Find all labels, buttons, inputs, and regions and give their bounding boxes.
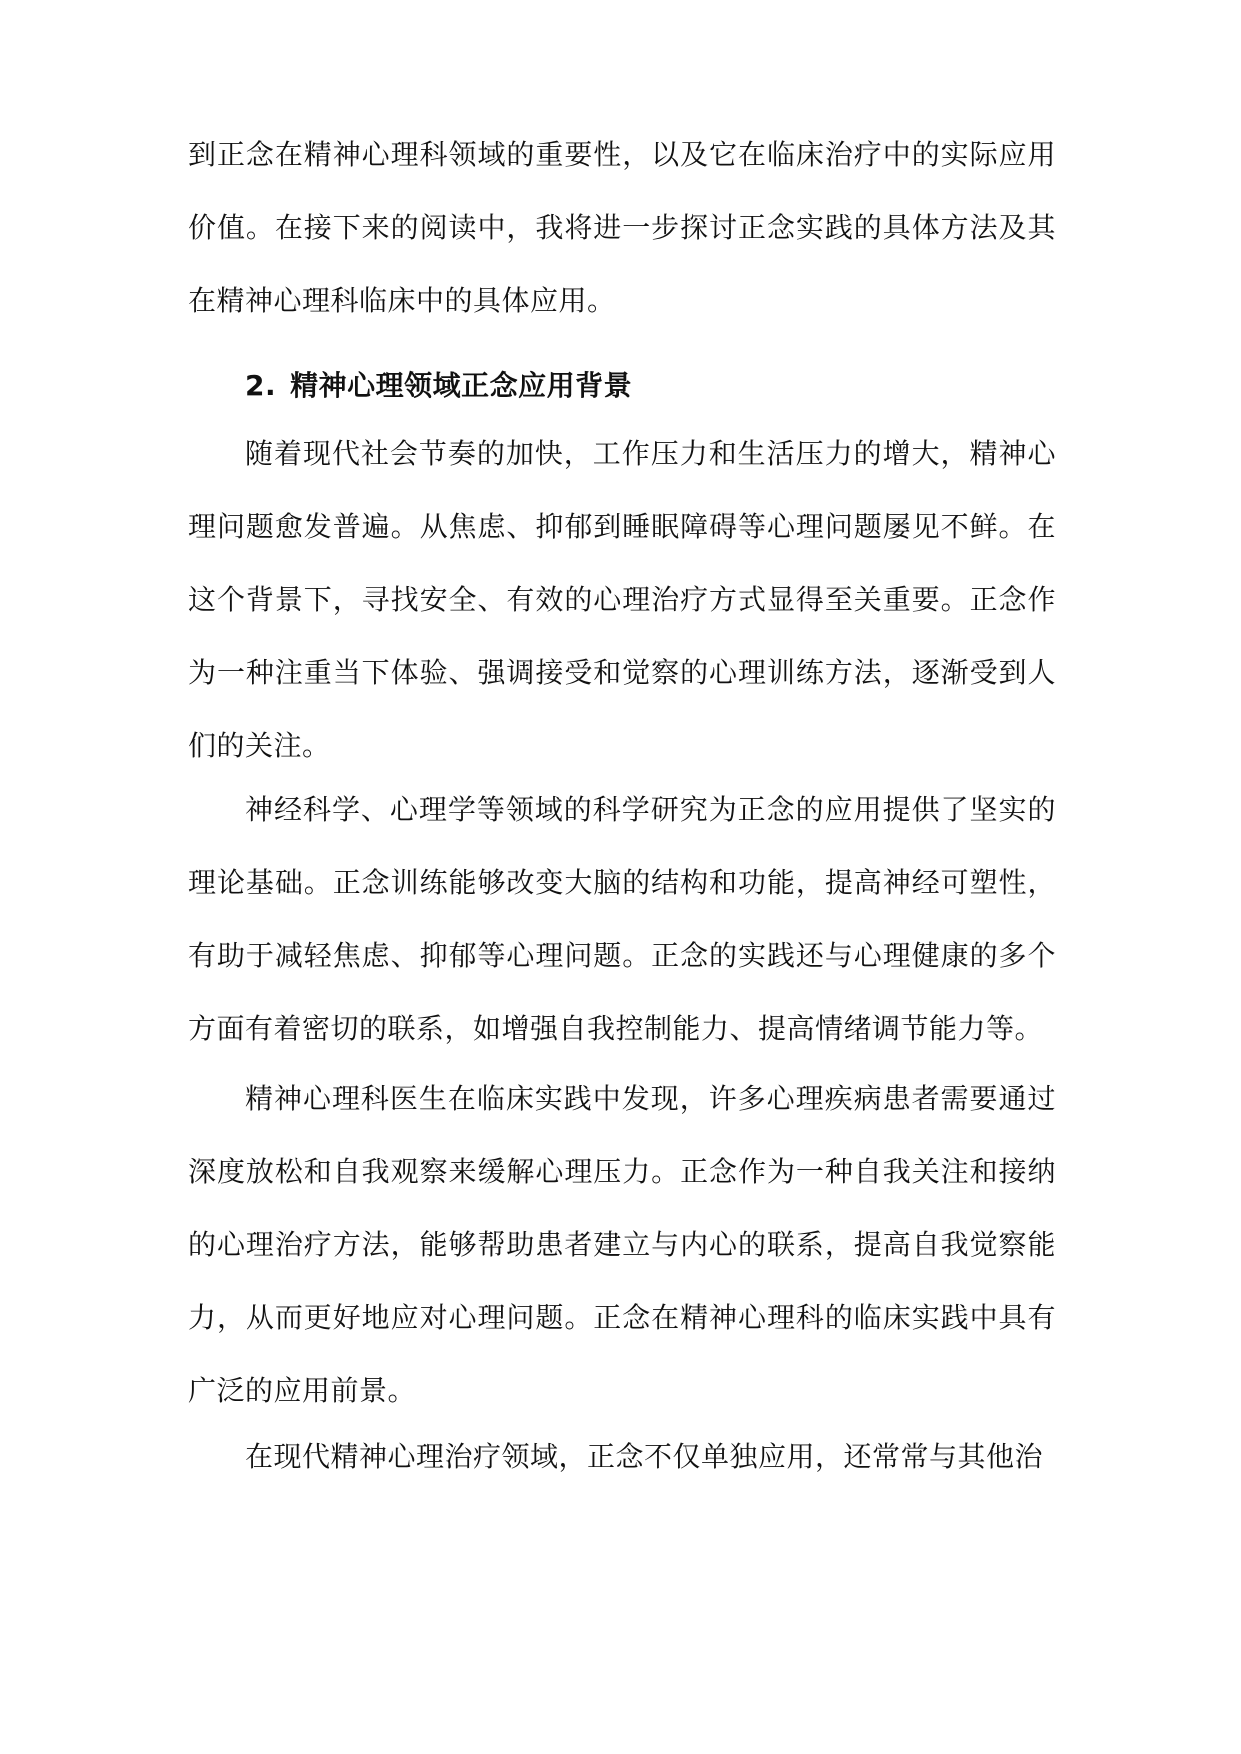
body-paragraph-4: 在现代精神心理治疗领域，正念不仅单独应用，还常常与其他治 bbox=[245, 1440, 1044, 1473]
section-number: 2. bbox=[245, 369, 277, 402]
body-paragraph-3: 精神心理科医生在临床实践中发现，许多心理疾病患者需要通过深度放松和自我观察来缓解心理压力。正念作为一种自我关注和接纳的心理治疗方法，能够帮助患者建立与内心的联系，提高自我觉察能力，从而更好地应对心理问题。正念在精神心理科的临床实践中具有广泛的应用前景。 bbox=[188, 1082, 1056, 1407]
section-heading bbox=[245, 366, 632, 406]
section-title: 精神心理领域正念应用背景 bbox=[290, 369, 633, 402]
document-page bbox=[188, 0, 1056, 1754]
body-paragraph-1: 随着现代社会节奏的加快，工作压力和生活压力的增大，精神心理问题愈发普遍。从焦虑、抑郁到睡眠障碍等心理问题屡见不鲜。在这个背景下，寻找安全、有效的心理治疗方式显得至关重要。正念作为一种注重当下体验、强调接受和觉察的心理训练方法，逐渐受到人们的关注。 bbox=[188, 437, 1056, 762]
intro-paragraph: 到正念在精神心理科领域的重要性，以及它在临床治疗中的实际应用价值。在接下来的阅读中，我将进一步探讨正念实践的具体方法及其在精神心理科临床中的具体应用。 bbox=[188, 138, 1056, 317]
body-paragraph-2: 神经科学、心理学等领域的科学研究为正念的应用提供了坚实的理论基础。正念训练能够改变大脑的结构和功能，提高神经可塑性，有助于减轻焦虑、抑郁等心理问题。正念的实践还与心理健康的多个方面有着密切的联系，如增强自我控制能力、提高情绪调节能力等。 bbox=[188, 793, 1056, 1045]
